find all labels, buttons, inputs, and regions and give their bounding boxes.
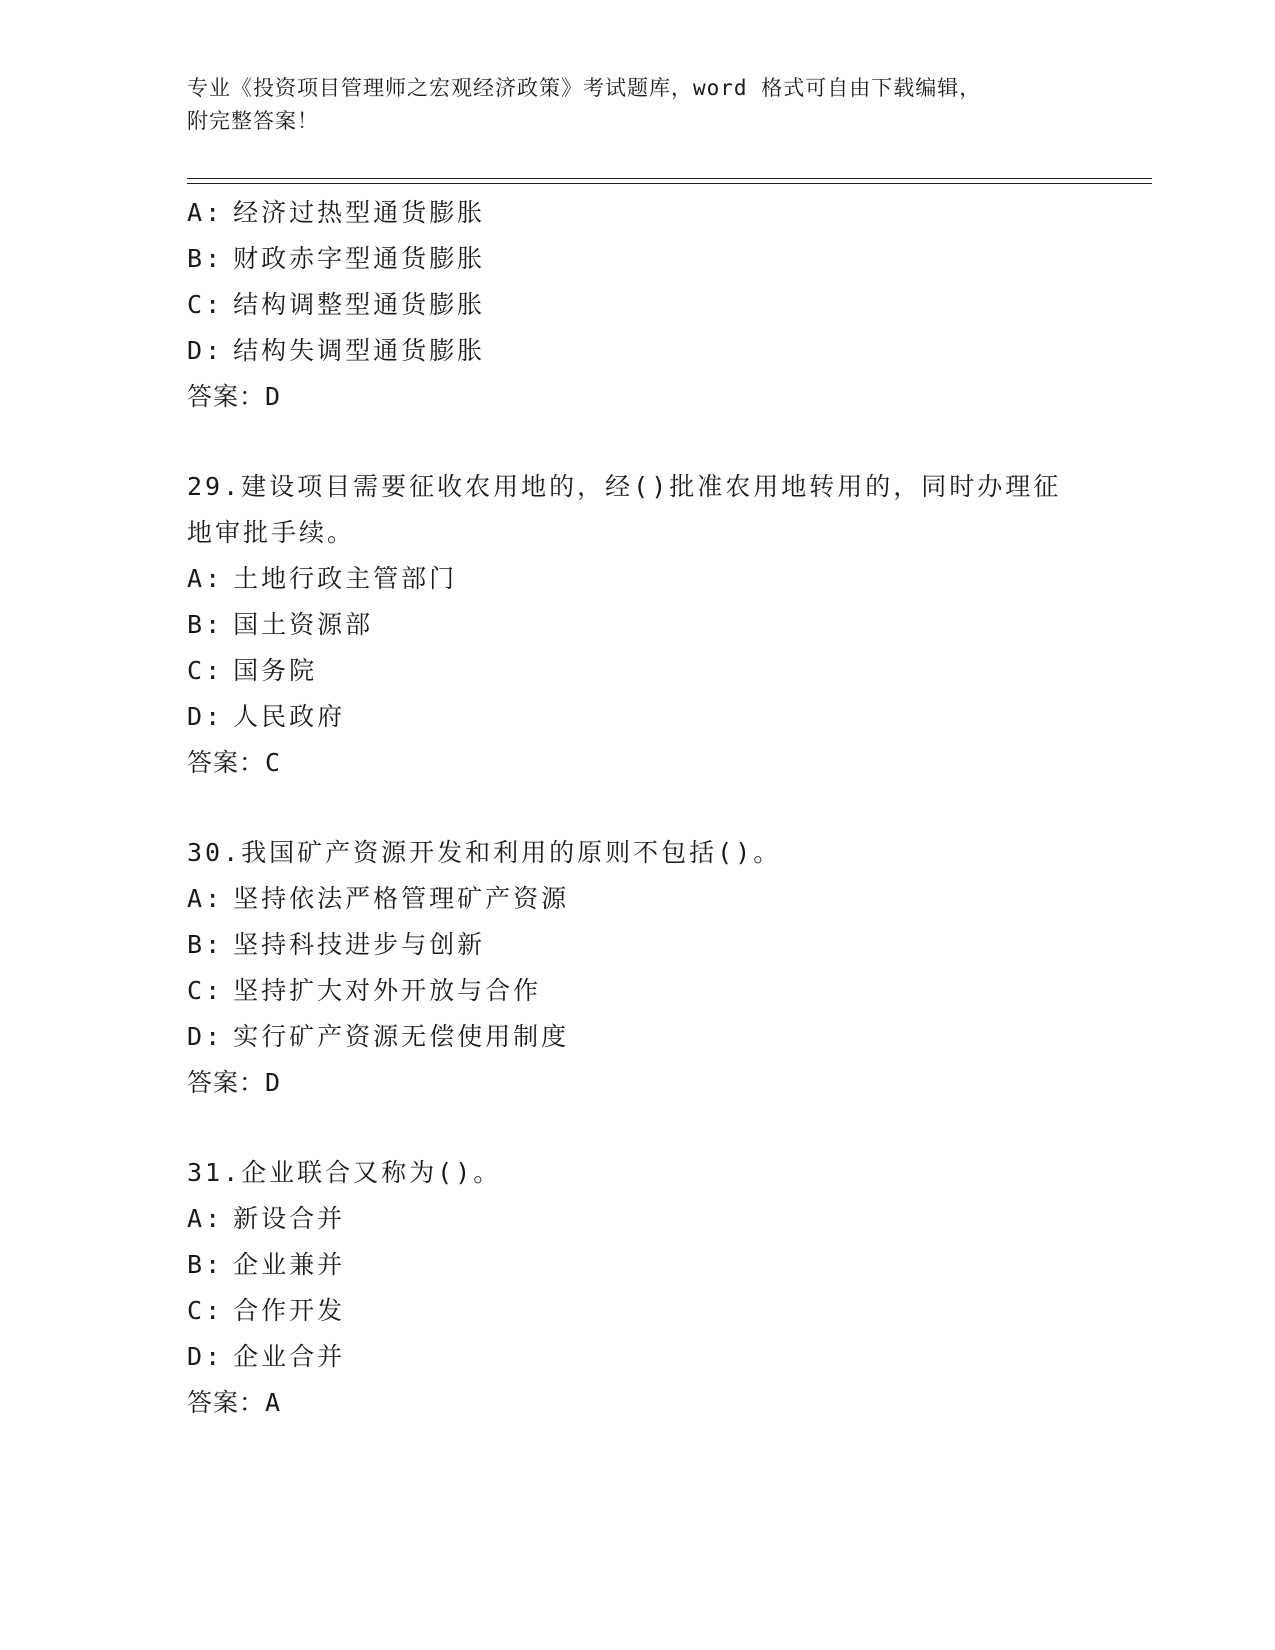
option-separator: : (205, 198, 224, 227)
option-d (187, 1014, 1087, 1060)
option-text: 坚持依法严格管理矿产资源 (233, 884, 570, 913)
answer-line: 答案：D (187, 1068, 282, 1097)
document-header (187, 72, 1087, 138)
option-key: B (187, 244, 206, 273)
option-key: B (187, 930, 206, 959)
option-key: C (187, 1296, 206, 1325)
header-divider-bottom (187, 183, 1152, 184)
option-text: 经济过热型通货膨胀 (233, 198, 486, 227)
option-separator: : (205, 1204, 224, 1233)
option-b (187, 236, 1087, 282)
question-stem: 31.企业联合又称为()。 (187, 1158, 502, 1187)
option-key: A (187, 564, 206, 593)
option-text: 人民政府 (233, 702, 346, 731)
question-list (187, 190, 1087, 1426)
option-key: D (187, 1342, 206, 1371)
option-separator: : (205, 930, 224, 959)
option-key: A (187, 884, 206, 913)
option-key: A (187, 198, 206, 227)
option-separator: : (205, 1342, 224, 1371)
option-separator: : (205, 1296, 224, 1325)
option-separator: : (205, 1022, 224, 1051)
option-c (187, 968, 1087, 1014)
option-separator: : (205, 656, 224, 685)
option-text: 企业兼并 (233, 1250, 346, 1279)
question-31 (187, 1150, 1087, 1426)
answer-line: 答案：A (187, 1388, 282, 1417)
option-a (187, 190, 1087, 236)
option-b (187, 922, 1087, 968)
header-divider-top (187, 178, 1152, 179)
question-30 (187, 830, 1087, 1106)
option-text: 结构失调型通货膨胀 (233, 336, 486, 365)
question-28-options (187, 190, 1087, 420)
option-key: C (187, 290, 206, 319)
option-text: 企业合并 (233, 1342, 346, 1371)
option-d (187, 694, 1087, 740)
option-a (187, 1196, 1087, 1242)
option-text: 土地行政主管部门 (233, 564, 458, 593)
option-text: 国土资源部 (233, 610, 374, 639)
option-a (187, 556, 1087, 602)
option-separator: : (205, 976, 224, 1005)
option-text: 实行矿产资源无偿使用制度 (233, 1022, 570, 1051)
option-key: B (187, 1250, 206, 1279)
option-c (187, 282, 1087, 328)
option-key: B (187, 610, 206, 639)
option-b (187, 1242, 1087, 1288)
question-stem: 30.我国矿产资源开发和利用的原则不包括()。 (187, 838, 782, 867)
header-line-2: 附完整答案！ (187, 109, 319, 133)
option-separator: : (205, 702, 224, 731)
option-text: 财政赤字型通货膨胀 (233, 244, 486, 273)
option-separator: : (205, 290, 224, 319)
option-separator: : (205, 1250, 224, 1279)
header-line-1: 专业《投资项目管理师之宏观经济政策》考试题库，word 格式可自由下载编辑， (187, 76, 982, 100)
option-text: 合作开发 (233, 1296, 346, 1325)
option-key: D (187, 1022, 206, 1051)
option-text: 新设合并 (233, 1204, 346, 1233)
option-separator: : (205, 336, 224, 365)
answer-line: 答案：C (187, 748, 282, 777)
option-key: C (187, 976, 206, 1005)
option-text: 国务院 (233, 656, 318, 685)
question-stem: 29.建设项目需要征收农用地的，经()批准农用地转用的，同时办理征 (187, 472, 1062, 501)
option-key: D (187, 702, 206, 731)
option-text: 坚持扩大对外开放与合作 (233, 976, 542, 1005)
answer-line: 答案：D (187, 382, 282, 411)
option-separator: : (205, 610, 224, 639)
option-key: C (187, 656, 206, 685)
option-separator: : (205, 244, 224, 273)
question-stem-continued: 地审批手续。 (187, 518, 356, 547)
option-separator: : (205, 884, 224, 913)
option-separator: : (205, 564, 224, 593)
option-key: D (187, 336, 206, 365)
option-c (187, 648, 1087, 694)
option-text: 坚持科技进步与创新 (233, 930, 486, 959)
option-text: 结构调整型通货膨胀 (233, 290, 486, 319)
option-a (187, 876, 1087, 922)
option-key: A (187, 1204, 206, 1233)
question-29 (187, 464, 1087, 786)
option-d (187, 328, 1087, 374)
option-c (187, 1288, 1087, 1334)
option-b (187, 602, 1087, 648)
option-d (187, 1334, 1087, 1380)
